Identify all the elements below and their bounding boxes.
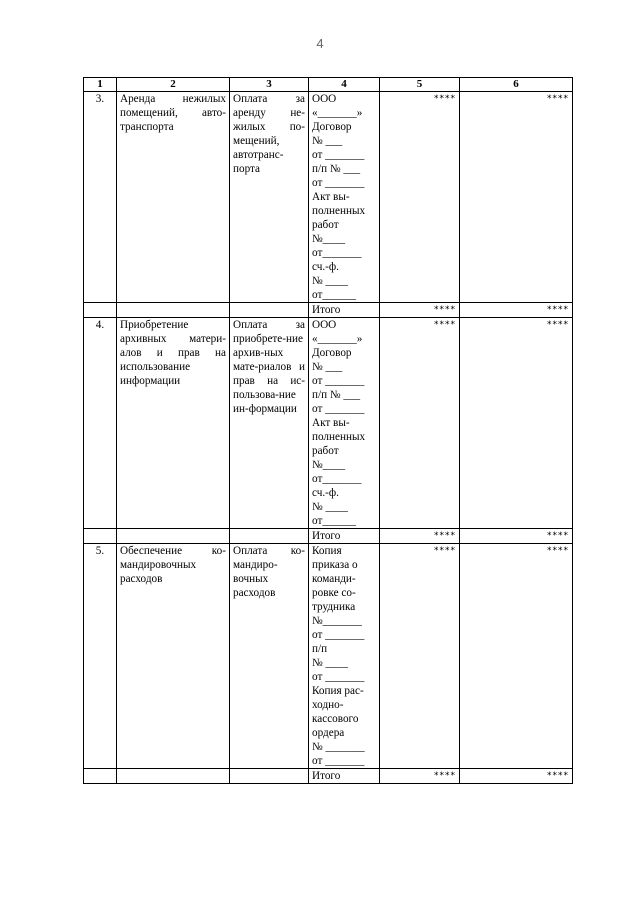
payment-purpose: Оплата за приобрете-ние архив-ных мате-риалов и прав на ис-пользова-ние ин-формации <box>230 318 309 529</box>
payments-table <box>83 77 573 784</box>
document-line: п/п № ___ <box>312 389 361 401</box>
supporting-documents <box>309 318 380 529</box>
table-row <box>84 318 573 529</box>
total-empty-2 <box>117 529 230 544</box>
document-line: «_______» <box>312 333 363 345</box>
document-line: Копия рас- <box>312 685 364 697</box>
document-line: кассового <box>312 713 359 725</box>
table-row <box>84 544 573 769</box>
col-6-value: **** <box>460 544 573 769</box>
document-line: №____ <box>312 233 346 245</box>
table-row <box>84 92 573 303</box>
document-line: №_______ <box>312 615 362 627</box>
page-number: 4 <box>316 36 324 51</box>
document-line: приказа о <box>312 559 358 571</box>
document-line: п/п № ___ <box>312 163 361 175</box>
total-empty-3 <box>230 529 309 544</box>
total-row <box>84 769 573 784</box>
document-line: № ____ <box>312 275 348 287</box>
document-line: от _______ <box>312 403 365 415</box>
document-line: работ <box>312 219 339 231</box>
header-col-6: 6 <box>460 78 573 92</box>
total-label: Итого <box>309 303 380 318</box>
document-line: «_______» <box>312 107 363 119</box>
total-label: Итого <box>309 529 380 544</box>
document-line: № ____ <box>312 657 348 669</box>
document-line: ООО <box>312 93 337 105</box>
header-col-4: 4 <box>309 78 380 92</box>
header-row <box>84 78 573 92</box>
document-line: Договор <box>312 347 352 359</box>
document-line: № _______ <box>312 741 365 753</box>
row-number: 5. <box>84 544 117 769</box>
document-line: от _______ <box>312 671 365 683</box>
total-col-6-value: **** <box>460 303 573 318</box>
document-line: Акт вы- <box>312 191 350 203</box>
header-col-5: 5 <box>380 78 460 92</box>
total-empty-2 <box>117 769 230 784</box>
document-line: сч.-ф. <box>312 487 339 499</box>
col-5-value: **** <box>380 544 460 769</box>
document-line: № ___ <box>312 135 343 147</box>
total-row <box>84 303 573 318</box>
expense-name: Обеспечение ко-мандировочных расходов <box>117 544 230 769</box>
total-empty-2 <box>117 303 230 318</box>
col-6-value: **** <box>460 92 573 303</box>
document-line: полненных <box>312 431 366 443</box>
document-line: сч.-ф. <box>312 261 339 273</box>
total-label: Итого <box>309 769 380 784</box>
document-line: ходно- <box>312 699 344 711</box>
payment-purpose: Оплата за аренду не-жилых по-мещений, автотранс-порта <box>230 92 309 303</box>
total-row <box>84 529 573 544</box>
document-line: от _______ <box>312 375 365 387</box>
header-col-1: 1 <box>84 78 117 92</box>
document-line: п/п <box>312 643 328 655</box>
expense-name: Приобретение архивных матери-алов и прав на использование информации <box>117 318 230 529</box>
document-line: № ____ <box>312 501 348 513</box>
total-empty-3 <box>230 303 309 318</box>
document-line: Копия <box>312 545 342 557</box>
document-line: Договор <box>312 121 352 133</box>
col-6-value: **** <box>460 318 573 529</box>
document-line: от_______ <box>312 473 362 485</box>
document-line: № ___ <box>312 361 343 373</box>
document-line: трудника <box>312 601 356 613</box>
total-col-5-value: **** <box>380 529 460 544</box>
document-line: от _______ <box>312 629 365 641</box>
document-line: Акт вы- <box>312 417 350 429</box>
total-empty-1 <box>84 769 117 784</box>
supporting-documents <box>309 92 380 303</box>
document-line: команди- <box>312 573 356 585</box>
expense-name: Аренда нежилых помещений, авто-транспорта <box>117 92 230 303</box>
document-line: от______ <box>312 515 356 527</box>
document-line: от _______ <box>312 177 365 189</box>
row-number: 3. <box>84 92 117 303</box>
document-line: ровке со- <box>312 587 356 599</box>
document-line: работ <box>312 445 339 457</box>
total-empty-1 <box>84 303 117 318</box>
total-col-5-value: **** <box>380 303 460 318</box>
total-empty-3 <box>230 769 309 784</box>
total-col-6-value: **** <box>460 769 573 784</box>
document-line: от _______ <box>312 755 365 767</box>
payment-purpose: Оплата ко-мандиро-вочных расходов <box>230 544 309 769</box>
header-col-3: 3 <box>230 78 309 92</box>
total-col-6-value: **** <box>460 529 573 544</box>
document-line: ордера <box>312 727 345 739</box>
supporting-documents <box>309 544 380 769</box>
document-line: от _______ <box>312 149 365 161</box>
row-number: 4. <box>84 318 117 529</box>
document-line: №____ <box>312 459 346 471</box>
header-col-2: 2 <box>117 78 230 92</box>
document-line: от______ <box>312 289 356 301</box>
document-line: ООО <box>312 319 337 331</box>
total-empty-1 <box>84 529 117 544</box>
total-col-5-value: **** <box>380 769 460 784</box>
document-line: от_______ <box>312 247 362 259</box>
col-5-value: **** <box>380 92 460 303</box>
document-line: полненных <box>312 205 366 217</box>
col-5-value: **** <box>380 318 460 529</box>
